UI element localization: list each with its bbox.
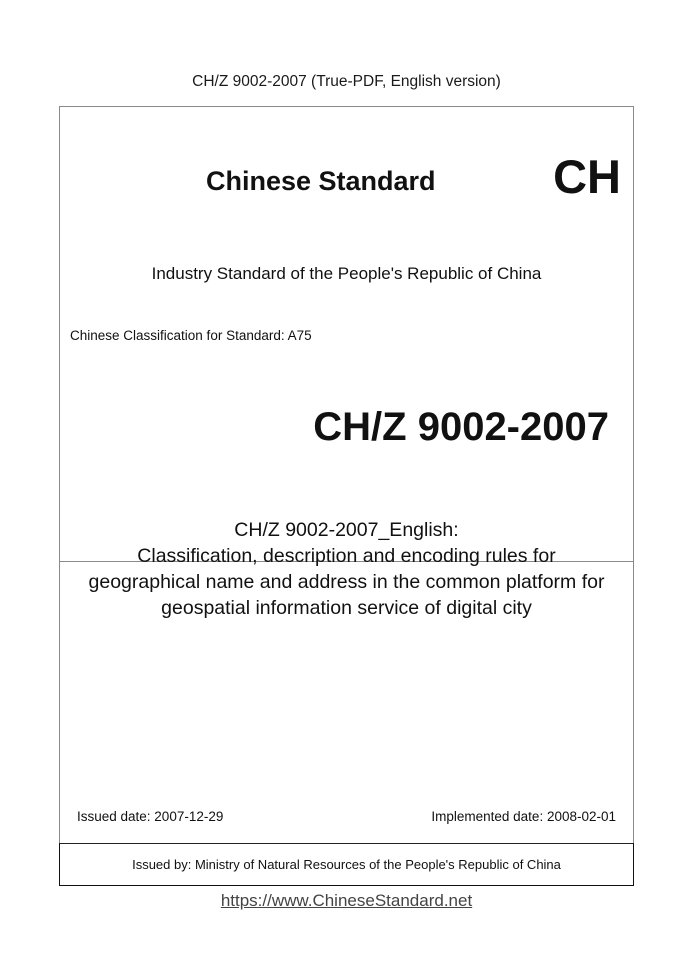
classification-line: Chinese Classification for Standard: A75 <box>70 328 312 343</box>
cover-upper-section <box>60 107 633 562</box>
implemented-date: Implemented date: 2008-02-01 <box>431 809 616 824</box>
issued-by: Issued by: Ministry of Natural Resources of the People's Republic of China <box>132 857 561 872</box>
title-line: geographical name and address in the common platform for <box>88 571 605 593</box>
standard-mark: CH <box>553 150 621 203</box>
document-header: CH/Z 9002-2007 (True-PDF, English version) <box>192 73 501 90</box>
document-title <box>0 517 693 621</box>
title-line: Classification, description and encoding rules for <box>137 545 556 567</box>
website-link[interactable]: https://www.ChineseStandard.net <box>220 891 473 910</box>
standard-code: CH/Z 9002-2007 <box>313 405 609 449</box>
title-line: CH/Z 9002-2007_English: <box>234 519 459 541</box>
issuer-box <box>59 843 634 886</box>
issued-date: Issued date: 2007-12-29 <box>77 809 224 824</box>
standard-title: Chinese Standard <box>206 166 436 196</box>
industry-line: Industry Standard of the People's Republic of China <box>151 264 542 283</box>
title-line: geospatial information service of digital city <box>161 597 532 619</box>
cover-frame <box>59 106 634 886</box>
